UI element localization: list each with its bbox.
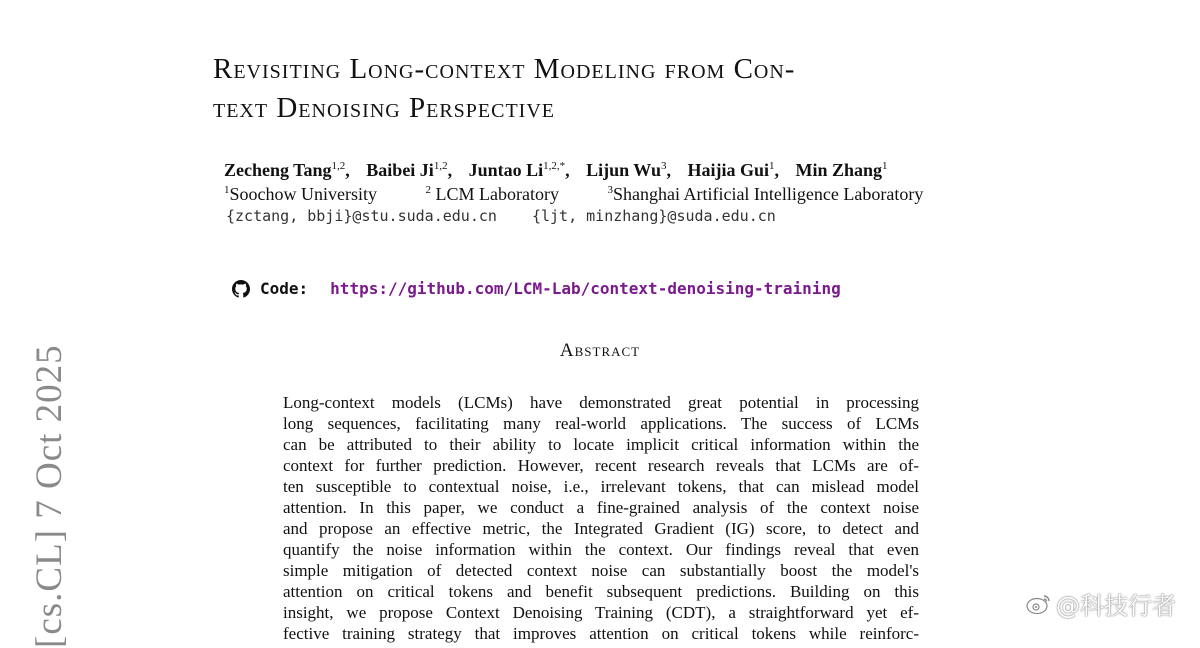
author: Juntao $Li^{1,2,*}$, (468, 160, 570, 180)
abstract-line: fective training strategy that improves attention on critical tokens while reinforc- (283, 624, 919, 643)
paper-title (213, 50, 795, 128)
affiliation: $^3$Shanghai Artificial Intelligence Laboratory (607, 184, 924, 204)
code-label: Code: (260, 279, 309, 298)
code-repo-link[interactable]: https://github.com/LCM-Lab/context-denoising-training (330, 279, 841, 298)
weibo-icon (1026, 593, 1052, 615)
abstract-body (283, 392, 919, 644)
author-list (224, 160, 900, 181)
email: {ljt, minzhang}@suda.edu.cn (531, 207, 776, 225)
abstract-line: insight, we propose Context Denoising Training (CDT), a straightforward yet ef- (283, 603, 919, 622)
abstract-line: can be attributed to their ability to locate implicit critical information within the (283, 435, 919, 454)
abstract-line: quantify the noise information within the context. Our findings reveal that even (283, 540, 919, 559)
author: Zecheng Tang$^{1,2}$, (224, 160, 350, 180)
title-line-1: Revisiting Long-context Modeling from Con- (213, 53, 796, 85)
author: Haijia Gui$^1$, (687, 160, 779, 180)
watermark (1026, 586, 1176, 621)
abstract-heading: Abstract (559, 340, 641, 361)
abstract-line: attention on critical tokens and benefit subsequent predictions. Building on this (283, 582, 919, 601)
watermark-text: @科技行者 (1056, 592, 1176, 620)
title-line-2: text Denoising Perspective (213, 92, 555, 124)
arxiv-side-label: [cs.CL] 7 Oct 2025 (29, 344, 70, 648)
abstract-line: simple mitigation of detected context noise can substantially boost the model's (283, 561, 919, 580)
author: Lijun Wu$^3$, (586, 160, 671, 180)
abstract-line: and propose an effective metric, the Integrated Gradient (IG) score, to detect and (283, 519, 919, 538)
code-line (232, 279, 841, 298)
affiliation: $^2$ LCM Laboratory (425, 184, 559, 204)
author: Baibei Ji$^{1,2}$, (366, 160, 453, 180)
abstract-line: context for further prediction. However, recent research reveals that LCMs are of- (283, 456, 919, 475)
abstract-line: Long-context models (LCMs) have demonstrated great potential in processing (283, 393, 919, 412)
email-list (226, 207, 802, 225)
affiliations (224, 184, 967, 205)
github-icon (232, 280, 250, 298)
abstract-line: long sequences, facilitating many real-world applications. The success of LCMs (283, 414, 919, 433)
abstract-line: ten susceptible to contextual noise, i.e., irrelevant tokens, that can mislead model (283, 477, 919, 496)
email: {zctang, bbji}@stu.suda.edu.cn (226, 207, 497, 225)
abstract-line: attention. In this paper, we conduct a fine-grained analysis of the context noise (283, 498, 919, 517)
author: Min Zhang$^1$ (795, 160, 888, 180)
affiliation: $^1$Soochow University (224, 184, 377, 204)
